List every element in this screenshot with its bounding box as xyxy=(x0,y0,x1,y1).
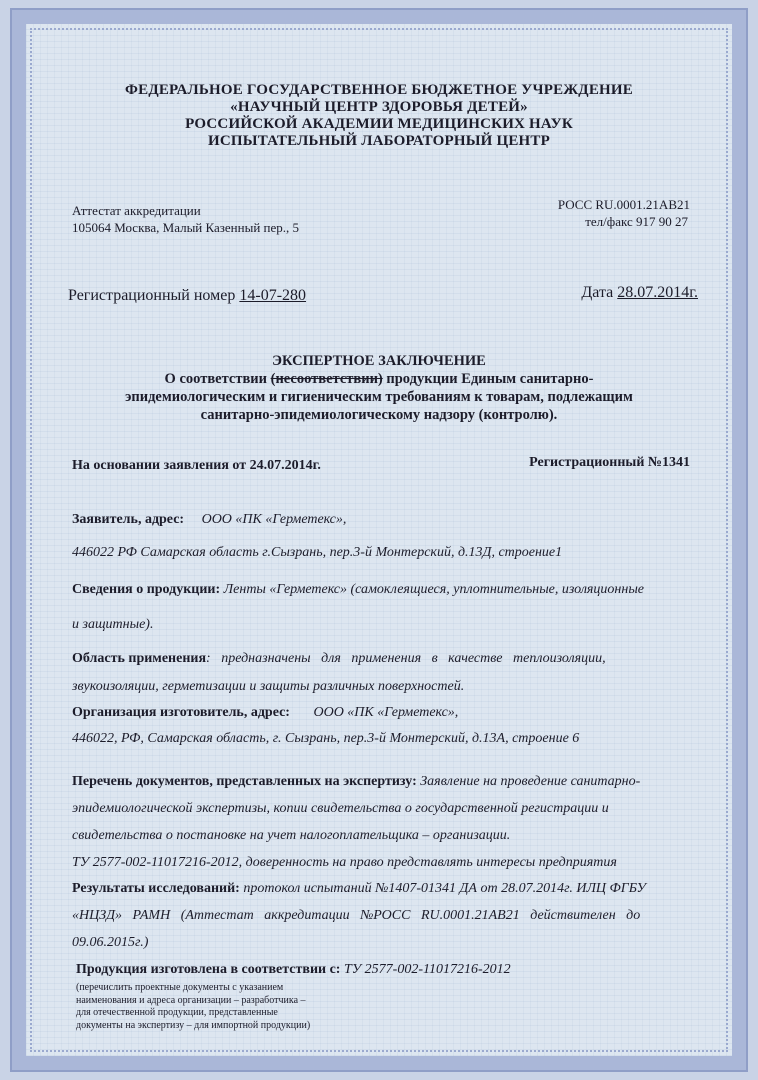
accreditation-label: Аттестат аккредитации xyxy=(72,203,201,218)
documents-line-4: ТУ 2577-002-11017216-2012, доверенность на право представлять интересы предприятия xyxy=(72,855,617,870)
product-line-1: Ленты «Герметекс» (самоклеящиеся, уплотнительные, изоляционные xyxy=(223,582,645,597)
conformity xyxy=(76,962,511,978)
manufacturer-address: 446022, РФ, Самарская область, г. Сызрань, пер.3-й Монтерский, д.13А, строение 6 xyxy=(72,731,580,746)
manufacturer-label: Организация изготовитель, адрес: xyxy=(72,705,290,720)
scope-label: Область применения xyxy=(72,651,207,666)
title-line-1 xyxy=(0,371,758,388)
registration-value: 14-07-280 xyxy=(239,287,307,304)
results-label: Результаты исследований: xyxy=(72,881,240,896)
results xyxy=(72,881,646,897)
scope-line-1: : предназначены для применения в качестве теплоизоляции, xyxy=(206,651,606,666)
accreditation-number: РОСС RU.0001.21АВ21 xyxy=(557,197,690,212)
documents xyxy=(72,774,640,790)
documents-line-3: свидетельства о постановке на учет налогоплательщика – организации. xyxy=(72,828,511,843)
scope-line-2: звукоизоляции, герметизации и защиты различных поверхностей. xyxy=(72,679,465,694)
conformity-value: ТУ 2577-002-11017216-2012 xyxy=(343,962,511,977)
applicant xyxy=(72,512,346,528)
application-basis: На основании заявления от 24.07.2014г. xyxy=(72,458,321,473)
product-label: Сведения о продукции: xyxy=(72,582,221,597)
header-line-1: ФЕДЕРАЛЬНОЕ ГОСУДАРСТВЕННОЕ БЮДЖЕТНОЕ УЧРЕЖДЕНИЕ xyxy=(125,82,633,98)
applicant-name: ООО «ПК «Герметекс», xyxy=(201,512,347,527)
scope xyxy=(72,651,712,667)
note-line-2: наименования и адреса организации – разработчика – xyxy=(76,994,306,1006)
note-line-1: (перечислить проектные документы с указанием xyxy=(76,982,284,993)
application-reg-number: Регистрационный №1341 xyxy=(529,455,690,470)
note-line-4: документы на экспертизу – для импортной продукции) xyxy=(76,1019,311,1031)
date-value: 28.07.2014г. xyxy=(617,284,698,301)
conformity-note xyxy=(76,982,310,1032)
note-line-3: для отечественной продукции, представленные xyxy=(76,1007,278,1018)
title-line-1-b: продукции Единым санитарно- xyxy=(382,371,594,387)
title-strikethrough: (несоответствии) xyxy=(270,371,383,387)
document-heading: ЭКСПЕРТНОЕ ЗАКЛЮЧЕНИЕ xyxy=(272,353,486,369)
registration-date xyxy=(581,284,698,302)
documents-line-1: Заявление на проведение санитарно- xyxy=(420,774,641,789)
documents-label: Перечень документов, представленных на экспертизу: xyxy=(72,774,417,789)
manufacturer xyxy=(72,705,458,721)
registration-number xyxy=(68,287,306,305)
registration-label: Регистрационный номер xyxy=(68,287,236,304)
product-info xyxy=(72,582,644,598)
applicant-label: Заявитель, адрес: xyxy=(72,512,185,527)
documents-line-2: эпидемиологической экспертизы, копии свидетельства о государственной регистрации и xyxy=(72,801,609,816)
conformity-label: Продукция изготовлена в соответствии с: xyxy=(76,962,341,977)
title-line-1-a: О соответствии xyxy=(164,371,271,387)
product-line-2: и защитные). xyxy=(72,617,154,632)
lab-address: 105064 Москва, Малый Казенный пер., 5 xyxy=(72,220,300,235)
results-line-1: протокол испытаний №1407-01341 ДА от 28.07.2014г. ИЛЦ ФГБУ xyxy=(243,881,646,896)
title-line-2: эпидемиологическим и гигиеническим требованиям к товарам, подлежащим xyxy=(125,389,633,405)
manufacturer-name: ООО «ПК «Герметекс», xyxy=(313,705,459,720)
title-line-3: санитарно-эпидемиологическому надзору (контролю). xyxy=(200,407,558,423)
date-label: Дата xyxy=(581,284,614,301)
applicant-address: 446022 РФ Самарская область г.Сызрань, пер.3-й Монтерский, д.13Д, строение1 xyxy=(72,545,563,560)
header-line-3: РОССИЙСКОЙ АКАДЕМИИ МЕДИЦИНСКИХ НАУК xyxy=(185,116,573,132)
results-line-2: «НЦЗД» РАМН (Аттестат аккредитации №РОСС RU.0001.21АВ21 действителен до xyxy=(72,908,641,923)
header-line-2: «НАУЧНЫЙ ЦЕНТР ЗДОРОВЬЯ ДЕТЕЙ» xyxy=(230,99,528,115)
results-line-3: 09.06.2015г.) xyxy=(72,935,149,950)
lab-phone: тел/факс 917 90 27 xyxy=(585,214,688,229)
header-line-4: ИСПЫТАТЕЛЬНЫЙ ЛАБОРАТОРНЫЙ ЦЕНТР xyxy=(208,133,550,149)
